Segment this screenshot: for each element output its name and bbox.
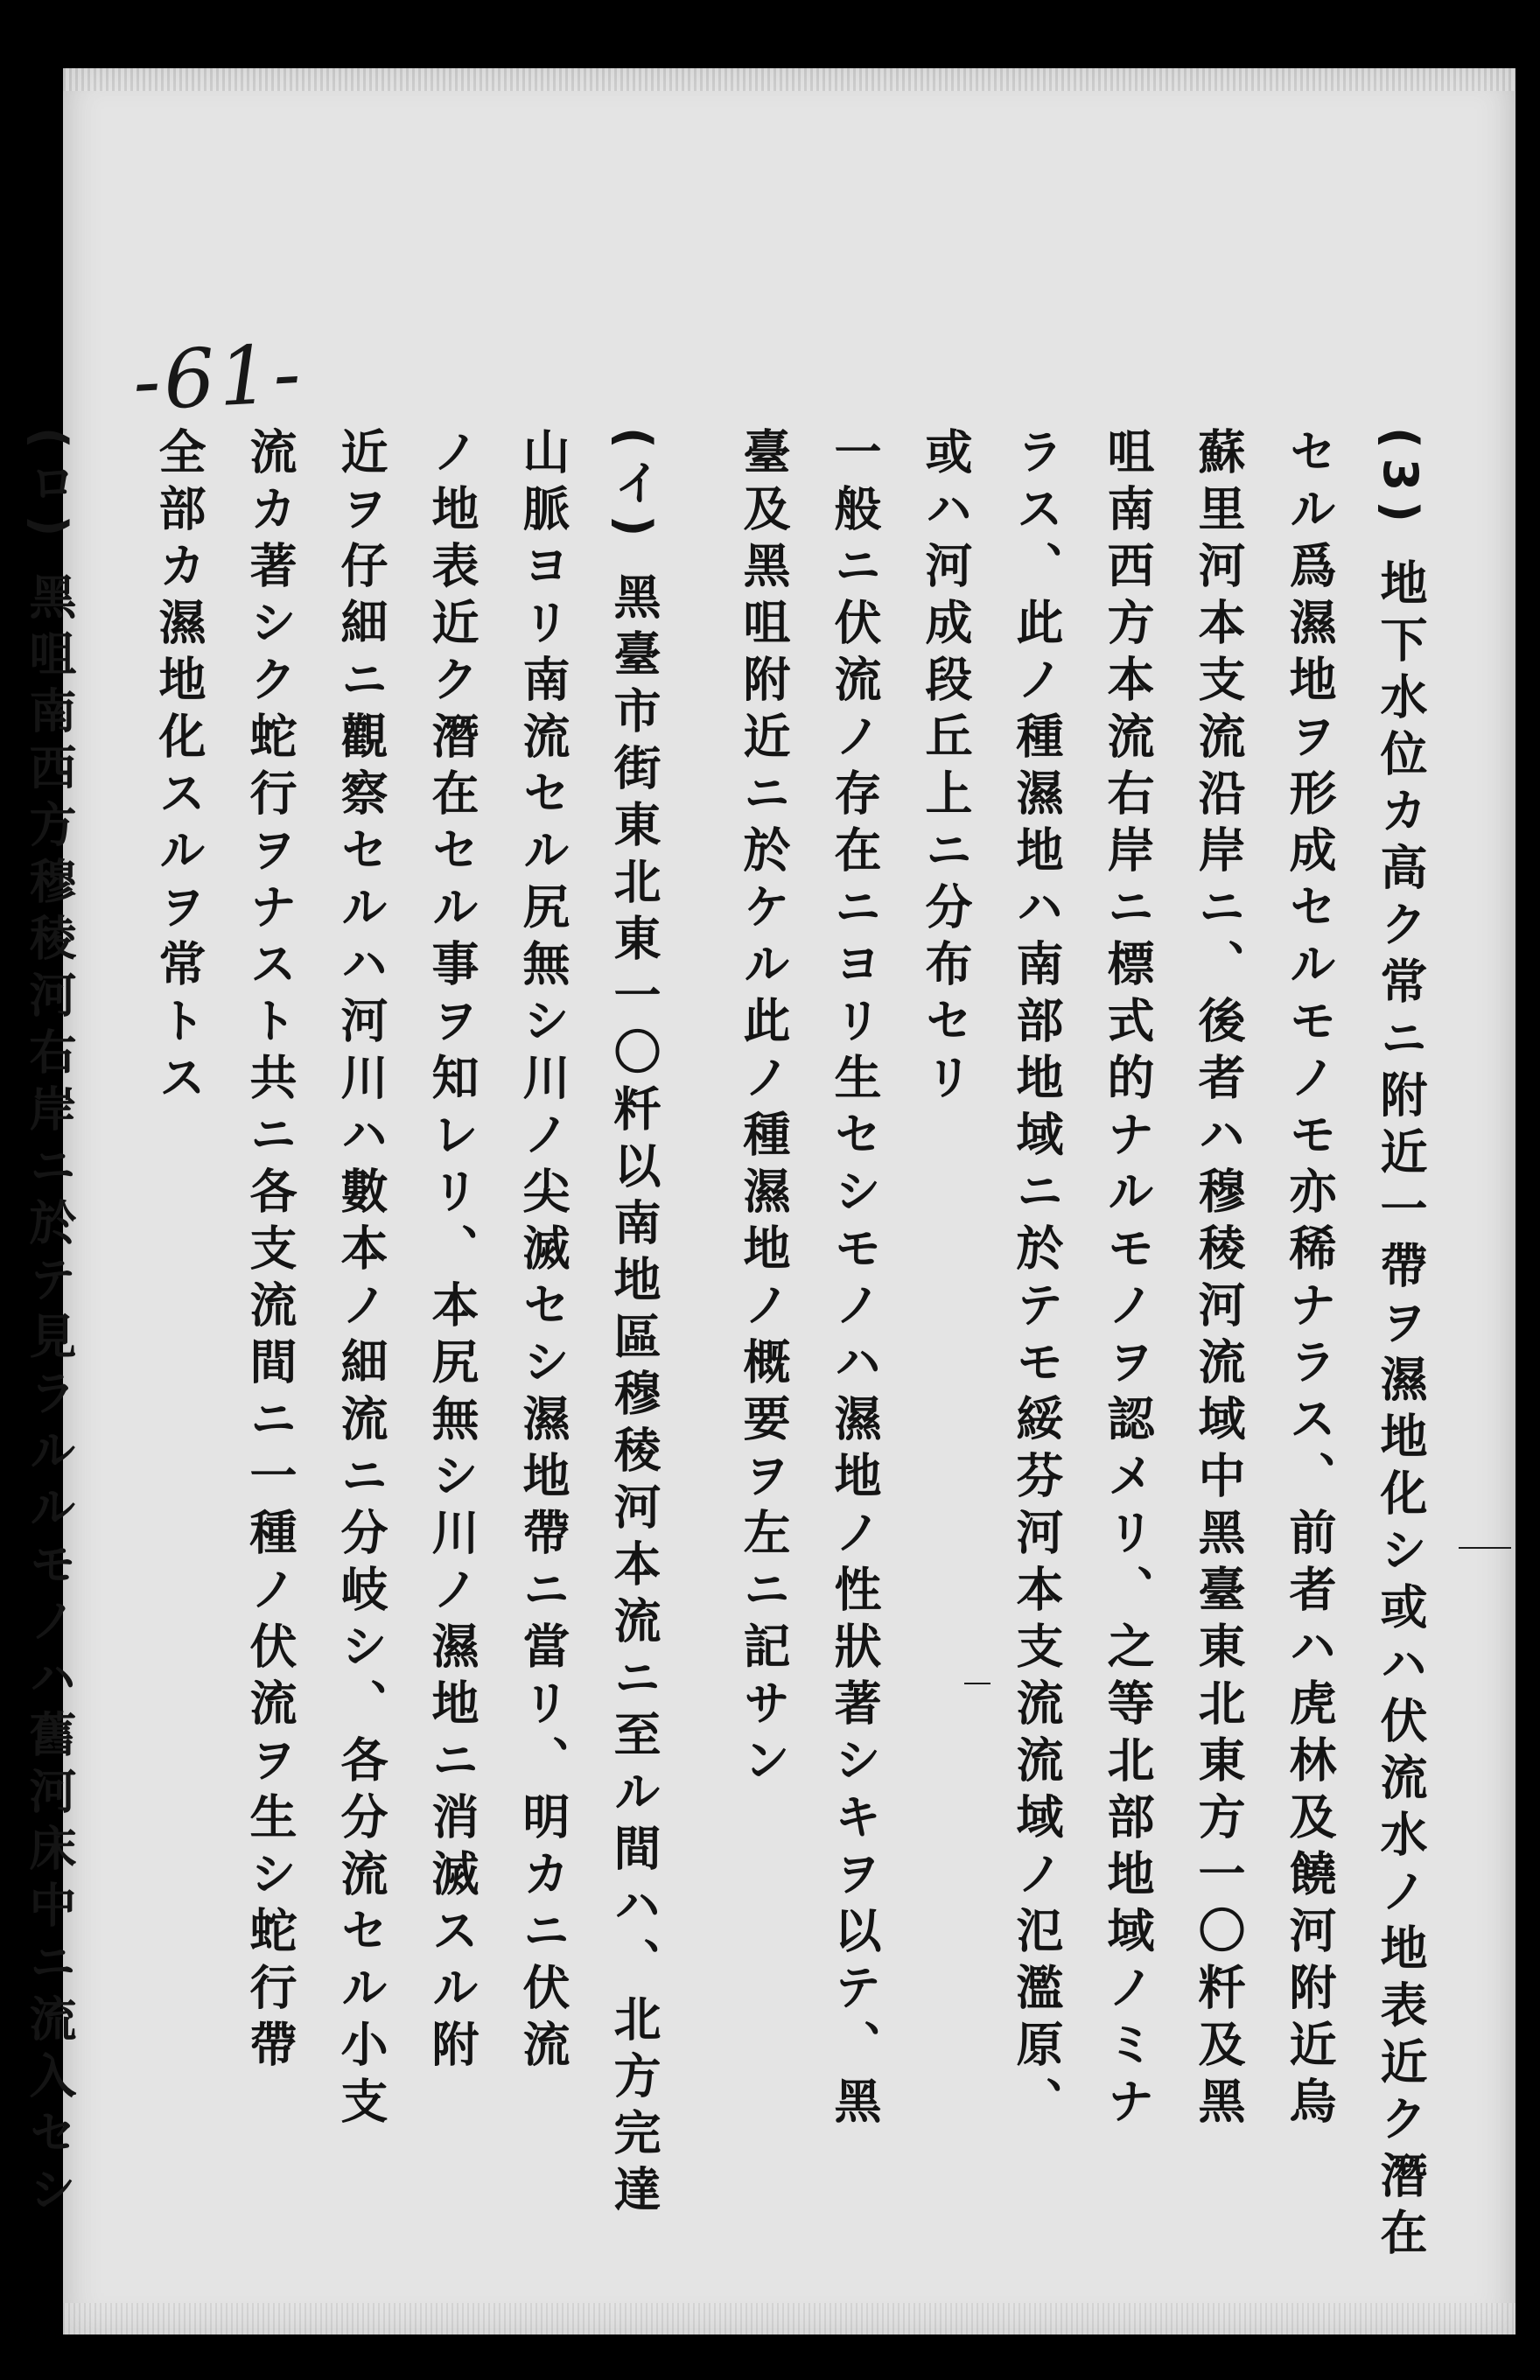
paragraph-gap: [94, 427, 133, 2221]
margin-mark: [964, 1683, 990, 1684]
text-column: 全部カ濕地化スルヲ常トス: [151, 427, 206, 1110]
document-page: [22, 68, 1516, 2334]
text-column: 蘇里河本支流沿岸ニ、後者ハ穆稜河流域中黑臺東北東方一〇粁及黑: [1191, 427, 1246, 2133]
text-column: 一般ニ伏流ノ存在ニヨリ生セシモノハ濕地ノ性狀著シキヲ以テ、黑: [827, 427, 882, 2133]
vertical-text-body: [22, 427, 1446, 2264]
text-column: 或ハ河成段丘上ニ分布セリ: [918, 427, 973, 1110]
text-column: 臺及黑咀附近ニ於ケル此ノ種濕地ノ概要ヲ左ニ記サン: [736, 427, 791, 1792]
text-column: 流カ著シク蛇行ヲナスト共ニ各支流間ニ一種ノ伏流ヲ生シ蛇行帶: [242, 427, 298, 2076]
text-column: ノ地表近ク潛在セル事ヲ知レリ、本尻無シ川ノ濕地ニ消滅スル附: [424, 427, 480, 2076]
text-column: (イ) 黑臺市街東北東一〇粁以南地區穆稜河本流ニ至ル間ハ、北方完達: [606, 427, 662, 2222]
text-column: (3) 地下水位カ高ク常ニ附近一帶ヲ濕地化シ或ハ伏流水ノ地表近ク潛在: [1373, 427, 1428, 2264]
page-number: -61-: [130, 326, 306, 430]
text-column: 咀南西方本流右岸ニ標式的ナルモノヲ認メリ、之等北部地域ノミナ: [1100, 427, 1155, 2133]
text-column: (ロ) 黑咀南西方穆稜河右岸ニ於テ見ラルルモノハ舊河床中ニ流入セシ: [22, 427, 77, 2222]
text-column: セル爲濕地ヲ形成セルモノモ亦稀ナラス、前者ハ虎林及饒河附近烏: [1282, 427, 1337, 2133]
paragraph-gap: [679, 427, 718, 2221]
margin-mark: [1459, 1547, 1511, 1549]
text-column: 近ヲ仔細ニ觀察セルハ河川ハ數本ノ細流ニ分岐シ、各分流セル小支: [333, 427, 388, 2133]
text-column: ラス、此ノ種濕地ハ南部地域ニ於テモ綏芬河本支流流域ノ氾濫原、: [1009, 427, 1064, 2133]
text-column: 山脈ヨリ南流セル尻無シ川ノ尖滅セシ濕地帶ニ當リ、明カニ伏流: [515, 427, 570, 2076]
